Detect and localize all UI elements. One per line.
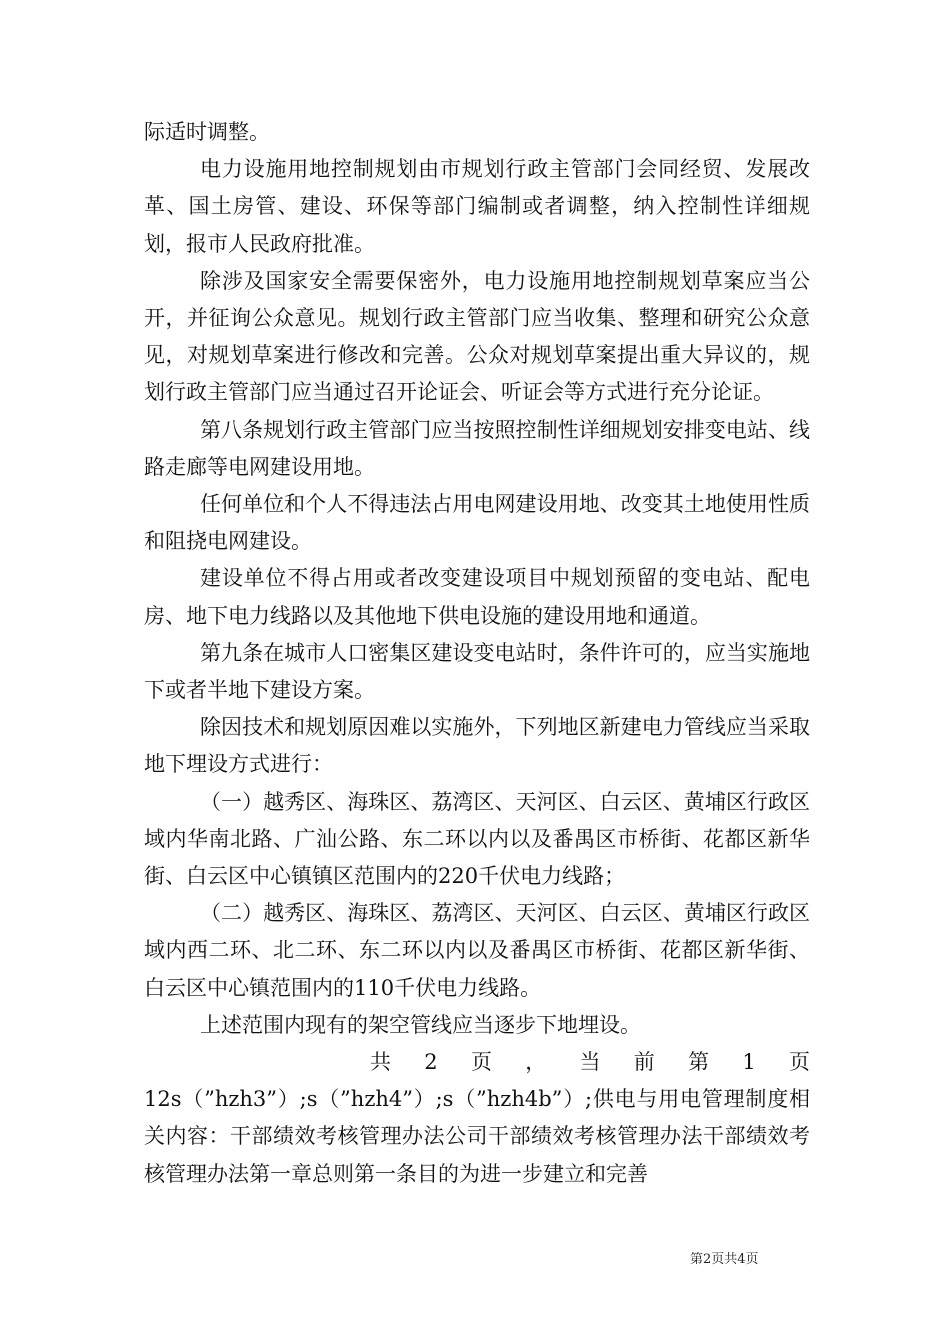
document-body — [144, 114, 810, 1193]
paragraph-article-9: 第九条在城市人口密集区建设变电站时，条件许可的，应当实施地下或者半地下建设方案。 — [144, 640, 810, 703]
counter-part: 页 — [789, 1050, 810, 1075]
paragraph-6: 建设单位不得占用或者改变建设项目中规划预留的变电站、配电房、地下电力线路以及其他地下供电设施的建设用地和通道。 — [144, 566, 810, 628]
counter-part: 当 — [579, 1050, 601, 1075]
counter-part: 第 — [688, 1050, 710, 1075]
paragraph-2: 电力设施用地控制规划由市规划行政主管部门会同经贸、发展改革、国土房管、建设、环保等部门编制或者调整，纳入控制性详细规划，报市人民政府批准。 — [144, 157, 810, 256]
tail-paragraph: 12s（”hzh3”）;s（”hzh4”）;s（”hzh4b”）;供电与用电管理制度相关内容：干部绩效考核管理办法公司干部绩效考核管理办法干部绩效考核管理办法第一章总则第一条目的为进一步建立和完善 — [144, 1087, 810, 1186]
page-counter — [144, 1044, 810, 1081]
paragraph-3: 除涉及国家安全需要保密外，电力设施用地控制规划草案应当公开，并征询公众意见。规划行政主管部门应当收集、整理和研究公众意见，对规划草案进行修改和完善。公众对规划草案提出重大异议的，规划行政主管部门应当通过召开论证会、听证会等方式进行充分论证。 — [144, 268, 810, 405]
paragraph-article-8: 第八条规划行政主管部门应当按照控制性详细规划安排变电站、线路走廊等电网建设用地。 — [144, 417, 810, 479]
counter-part: 前 — [633, 1050, 655, 1075]
counter-part: ， — [525, 1050, 547, 1075]
paragraph-5: 任何单位和个人不得违法占用电网建设用地、改变其土地使用性质和阻挠电网建设。 — [144, 492, 810, 554]
counter-part: 2 — [424, 1050, 438, 1075]
list-item-2: （二）越秀区、海珠区、荔湾区、天河区、白云区、黄埔区行政区域内西二环、北二环、东二环以内以及番禺区市桥街、花都区新华街、白云区中心镇范围内的110千伏电力线路。 — [144, 901, 810, 1000]
paragraph-11: 上述范围内现有的架空管线应当逐步下地埋设。 — [200, 1012, 641, 1037]
list-item-1: （一）越秀区、海珠区、荔湾区、天河区、白云区、黄埔区行政区域内华南北路、广汕公路、东二环以内以及番禺区市桥街、花都区新华街、白云区中心镇镇区范围内的220千伏电力线路； — [144, 789, 810, 889]
paragraph-1: 际适时调整。 — [144, 120, 270, 144]
counter-part: 页 — [470, 1050, 492, 1075]
page-footer: 第2页共4页 — [690, 1252, 759, 1267]
counter-part: 1 — [742, 1050, 756, 1075]
counter-part: 共 — [370, 1050, 391, 1075]
paragraph-8: 除因技术和规划原因难以实施外，下列地区新建电力管线应当采取地下埋设方式进行： — [144, 715, 810, 777]
